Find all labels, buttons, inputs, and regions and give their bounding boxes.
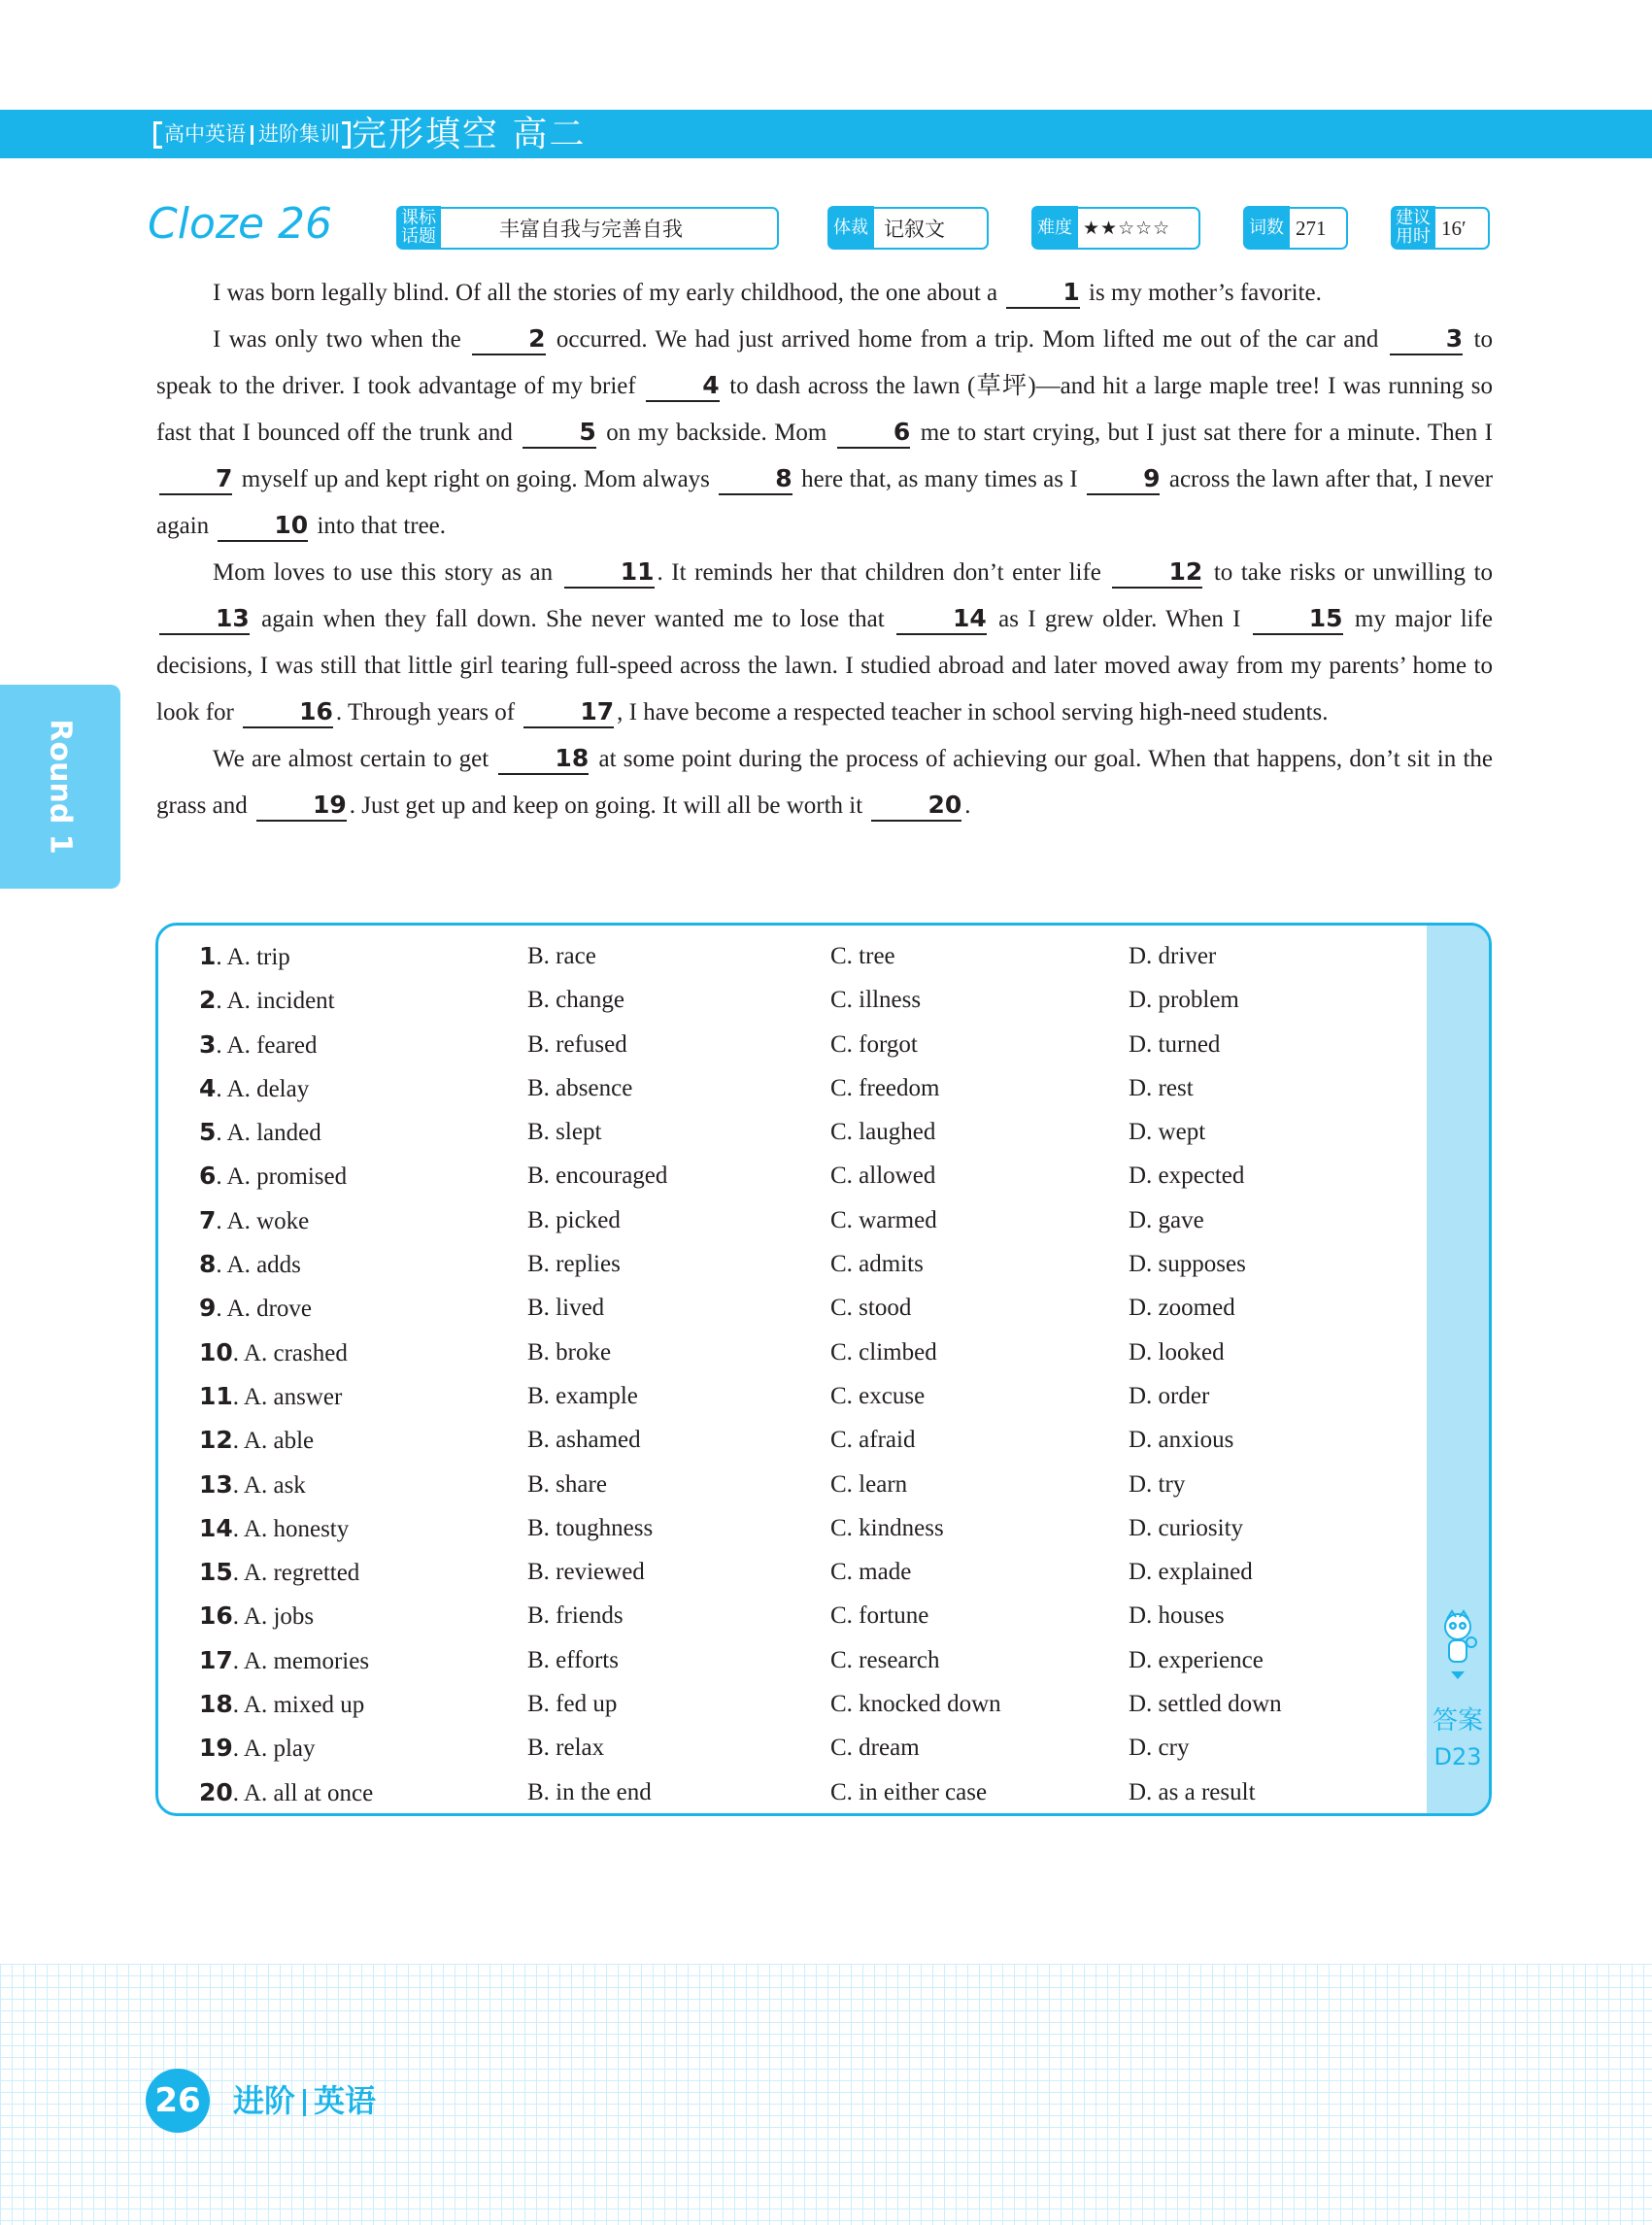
option-d[interactable]: D. houses <box>1129 1602 1225 1630</box>
paragraph-2: I was only two when the 2 occurred. We had just arrived home from a trip. Mom lifted me out of the car and 3 to speak to the driver. I took advantage of my brief 4 to dash across the lawn (草坪)—and hit a large maple tree! I was running so fast that I bounced off the trunk and 5 on my backside. Mom 6 me to start crying, but I just sat there for a minute. Then I 7 myself up and kept right on going. Mom always 8 here that, as many times as I 9 across the lawn after that, I never again 10 into that tree. <box>156 317 1493 550</box>
footer-brand-b: 英语 <box>314 2082 377 2119</box>
option-a[interactable]: 18. A. mixed up <box>199 1690 365 1719</box>
option-b[interactable]: B. change <box>527 987 624 1014</box>
option-a[interactable]: 7. A. woke <box>199 1205 310 1234</box>
option-c[interactable]: C. tree <box>830 943 895 969</box>
blank-20: 20 <box>871 791 961 822</box>
paragraph-4: We are almost certain to get 18 at some point during the process of achieving our goal. When that happens, don’t sit in the grass and 19 . Just get up and keep on going. It will all be worth it 20 . <box>156 736 1493 829</box>
option-d[interactable]: D. settled down <box>1129 1691 1282 1718</box>
bracket-right <box>342 121 351 149</box>
option-a[interactable]: 19. A. play <box>199 1734 316 1763</box>
question-number: 12 <box>199 1426 233 1455</box>
blank-8: 8 <box>719 464 792 495</box>
difficulty-label: 难度 <box>1031 206 1078 249</box>
question-number: 10 <box>199 1337 233 1366</box>
option-a[interactable]: 1. A. trip <box>199 942 290 970</box>
option-row <box>199 1463 1423 1506</box>
question-number: 20 <box>199 1777 233 1806</box>
option-d[interactable]: D. zoomed <box>1129 1295 1235 1322</box>
option-c[interactable]: C. laughed <box>830 1119 936 1146</box>
series-label <box>153 119 351 149</box>
option-b[interactable]: B. slept <box>527 1119 602 1146</box>
options-box <box>155 923 1492 1816</box>
option-a[interactable]: 11. A. answer <box>199 1381 343 1410</box>
option-b[interactable]: B. relax <box>527 1735 605 1762</box>
option-row <box>199 1286 1423 1330</box>
blank-3: 3 <box>1390 324 1463 355</box>
option-c[interactable]: C. climbed <box>830 1338 937 1365</box>
round-label: Round 1 <box>43 719 78 855</box>
option-b[interactable]: B. replies <box>527 1251 621 1278</box>
word-count-chip <box>1243 207 1348 250</box>
cloze-title: Cloze 26 <box>148 199 333 249</box>
round-tab[interactable] <box>0 685 120 889</box>
option-b[interactable]: B. picked <box>527 1206 621 1233</box>
option-c[interactable]: C. forgot <box>830 1030 918 1058</box>
option-b[interactable]: B. absence <box>527 1074 633 1101</box>
question-number: 4 <box>199 1073 217 1102</box>
option-c[interactable]: C. illness <box>830 987 922 1014</box>
option-d[interactable]: D. try <box>1129 1470 1186 1498</box>
time-chip <box>1391 207 1490 250</box>
option-d[interactable]: D. looked <box>1129 1338 1225 1365</box>
option-b[interactable]: B. encouraged <box>527 1163 668 1190</box>
option-b[interactable]: B. broke <box>527 1338 612 1365</box>
option-a[interactable]: 6. A. promised <box>199 1162 348 1191</box>
option-row <box>199 1418 1423 1462</box>
option-b[interactable]: B. ashamed <box>527 1427 641 1454</box>
header-title: 完形填空 高二 <box>352 115 587 154</box>
question-number: 6 <box>199 1162 217 1191</box>
option-d[interactable]: D. curiosity <box>1129 1514 1244 1541</box>
option-c[interactable]: C. freedom <box>830 1074 940 1101</box>
option-a[interactable]: 3. A. feared <box>199 1029 318 1059</box>
option-c[interactable]: C. in either case <box>830 1778 988 1805</box>
page-number: 26 <box>146 2069 210 2133</box>
option-c[interactable]: C. allowed <box>830 1163 936 1190</box>
topic-value: 丰富自我与完善自我 <box>499 218 683 241</box>
question-number: 5 <box>199 1118 217 1147</box>
option-a[interactable]: 4. A. delay <box>199 1073 310 1102</box>
blank-14: 14 <box>896 604 987 635</box>
option-b[interactable]: B. example <box>527 1382 638 1409</box>
option-d[interactable]: D. anxious <box>1129 1427 1234 1454</box>
option-c[interactable]: C. knocked down <box>830 1691 1001 1718</box>
blank-13: 13 <box>159 604 250 635</box>
option-c[interactable]: C. stood <box>830 1295 912 1322</box>
question-number: 17 <box>199 1645 233 1674</box>
option-a[interactable]: 12. A. able <box>199 1426 315 1455</box>
option-d[interactable]: D. turned <box>1129 1030 1221 1058</box>
option-row <box>199 934 1423 978</box>
option-b[interactable]: B. efforts <box>527 1646 619 1673</box>
bracket-left <box>153 121 162 149</box>
difficulty-stars: ★★☆☆☆ <box>1083 218 1171 239</box>
genre-value: 记叙文 <box>884 218 945 241</box>
option-a[interactable]: 9. A. drove <box>199 1294 313 1323</box>
option-row <box>199 1506 1423 1550</box>
option-d[interactable]: D. expected <box>1129 1163 1245 1190</box>
option-d[interactable]: D. order <box>1129 1382 1210 1409</box>
question-number: 7 <box>199 1205 217 1234</box>
blank-15: 15 <box>1253 604 1343 635</box>
option-a[interactable]: 20. A. all at once <box>199 1777 374 1806</box>
option-row <box>199 1242 1423 1286</box>
options-list <box>199 934 1423 1814</box>
footer-brand <box>233 2074 376 2127</box>
option-a[interactable]: 5. A. landed <box>199 1118 321 1147</box>
question-number: 19 <box>199 1734 233 1763</box>
series-divider <box>251 125 253 145</box>
topic-chip <box>396 207 779 250</box>
series-subname: 进阶集训 <box>258 122 340 146</box>
question-number: 2 <box>199 986 217 1015</box>
option-c[interactable]: C. fortune <box>830 1602 929 1630</box>
option-b[interactable]: B. refused <box>527 1030 627 1058</box>
option-a[interactable]: 10. A. crashed <box>199 1337 348 1366</box>
option-d[interactable]: D. gave <box>1129 1206 1204 1233</box>
blank-17: 17 <box>523 697 614 728</box>
word-count-label: 词数 <box>1243 206 1290 249</box>
footer-brand-divider <box>303 2089 306 2116</box>
difficulty-chip <box>1031 207 1200 250</box>
option-b[interactable]: B. race <box>527 943 596 969</box>
question-number: 14 <box>199 1513 233 1542</box>
option-a[interactable]: 15. A. regretted <box>199 1558 360 1587</box>
option-a[interactable]: 17. A. memories <box>199 1645 370 1674</box>
option-row <box>199 1374 1423 1418</box>
word-count-value: 271 <box>1296 216 1327 240</box>
header-band <box>0 110 1652 158</box>
option-row <box>199 1331 1423 1374</box>
genre-chip <box>827 207 989 250</box>
answer-label: 答案 <box>1432 1706 1483 1736</box>
paragraph-3: Mom loves to use this story as an 11 . It reminds her that children don’t enter life 12 to take risks or unwilling to 13 again when they fall down. She never wanted me to lose that 14 as I grew older. When I 15 my major life decisions, I was still that little girl tearing full-speed across the lawn. I studied abroad and later moved away from my parents’ home to look for 16 . Through years of 17 , I have become a respected teacher in school serving high-need students. <box>156 550 1493 736</box>
answer-strip <box>1427 926 1489 1813</box>
option-a[interactable]: 14. A. honesty <box>199 1513 350 1542</box>
answer-code[interactable]: D23 <box>1433 1743 1482 1770</box>
option-b[interactable]: B. share <box>527 1470 607 1498</box>
blank-18: 18 <box>498 744 589 775</box>
option-a[interactable]: 16. A. jobs <box>199 1601 315 1631</box>
option-c[interactable]: C. research <box>830 1646 940 1673</box>
question-number: 1 <box>199 942 217 970</box>
blank-2: 2 <box>472 324 545 355</box>
option-a[interactable]: 8. A. adds <box>199 1250 301 1279</box>
option-a[interactable]: 2. A. incident <box>199 986 335 1015</box>
option-c[interactable]: C. dream <box>830 1735 920 1762</box>
blank-7: 7 <box>159 464 232 495</box>
blank-11: 11 <box>564 557 655 589</box>
option-row <box>199 1023 1423 1066</box>
option-b[interactable]: B. lived <box>527 1295 605 1322</box>
time-label: 建议用时 <box>1391 206 1435 249</box>
option-d[interactable]: D. driver <box>1129 943 1217 969</box>
blank-19: 19 <box>256 791 347 822</box>
question-number: 13 <box>199 1469 233 1499</box>
option-row <box>199 1154 1423 1197</box>
option-c[interactable]: C. warmed <box>830 1206 937 1233</box>
option-c[interactable]: C. kindness <box>830 1514 944 1541</box>
genre-label: 体裁 <box>827 206 874 249</box>
option-d[interactable]: D. as a result <box>1129 1778 1256 1805</box>
option-b[interactable]: B. reviewed <box>527 1559 645 1586</box>
footer-brand-a: 进阶 <box>233 2082 296 2119</box>
option-d[interactable]: D. cry <box>1129 1735 1190 1762</box>
owl-mascot-icon <box>1434 1605 1481 1683</box>
time-value: 16′ <box>1441 216 1467 240</box>
option-row <box>199 1638 1423 1682</box>
option-c[interactable]: C. admits <box>830 1251 924 1278</box>
series-name: 高中英语 <box>164 122 246 146</box>
blank-10: 10 <box>218 511 308 542</box>
option-a[interactable]: 13. A. ask <box>199 1469 306 1499</box>
option-b[interactable]: B. toughness <box>527 1514 654 1541</box>
option-row <box>199 1726 1423 1770</box>
blank-1: 1 <box>1006 278 1079 309</box>
option-row <box>199 1594 1423 1637</box>
option-d[interactable]: D. experience <box>1129 1646 1264 1673</box>
option-d[interactable]: D. problem <box>1129 987 1239 1014</box>
blank-12: 12 <box>1112 557 1202 589</box>
option-d[interactable]: D. wept <box>1129 1119 1206 1146</box>
blank-5: 5 <box>523 418 595 449</box>
option-row <box>199 1110 1423 1154</box>
question-number: 9 <box>199 1294 217 1323</box>
option-c[interactable]: C. excuse <box>830 1382 926 1409</box>
option-row <box>199 1550 1423 1594</box>
question-number: 11 <box>199 1381 233 1410</box>
blank-9: 9 <box>1087 464 1160 495</box>
option-row <box>199 1066 1423 1110</box>
topic-label: 课标话题 <box>396 206 441 249</box>
question-number: 15 <box>199 1558 233 1587</box>
option-c[interactable]: C. afraid <box>830 1427 916 1454</box>
blank-16: 16 <box>243 697 333 728</box>
question-number: 16 <box>199 1601 233 1631</box>
option-row <box>199 1770 1423 1814</box>
option-c[interactable]: C. learn <box>830 1470 908 1498</box>
passage <box>156 270 1493 829</box>
blank-4: 4 <box>646 371 719 402</box>
option-b[interactable]: B. friends <box>527 1602 624 1630</box>
blank-6: 6 <box>837 418 910 449</box>
question-number: 3 <box>199 1029 217 1059</box>
paragraph-1: I was born legally blind. Of all the stories of my early childhood, the one about a 1 is my mother’s favorite. <box>156 270 1493 317</box>
question-number: 18 <box>199 1690 233 1719</box>
option-b[interactable]: B. in the end <box>527 1778 652 1805</box>
option-d[interactable]: D. rest <box>1129 1074 1194 1101</box>
option-row <box>199 1682 1423 1726</box>
option-d[interactable]: D. explained <box>1129 1559 1253 1586</box>
option-b[interactable]: B. fed up <box>527 1691 618 1718</box>
option-d[interactable]: D. supposes <box>1129 1251 1246 1278</box>
option-c[interactable]: C. made <box>830 1559 912 1586</box>
option-row <box>199 1198 1423 1242</box>
option-row <box>199 978 1423 1022</box>
question-number: 8 <box>199 1250 217 1279</box>
